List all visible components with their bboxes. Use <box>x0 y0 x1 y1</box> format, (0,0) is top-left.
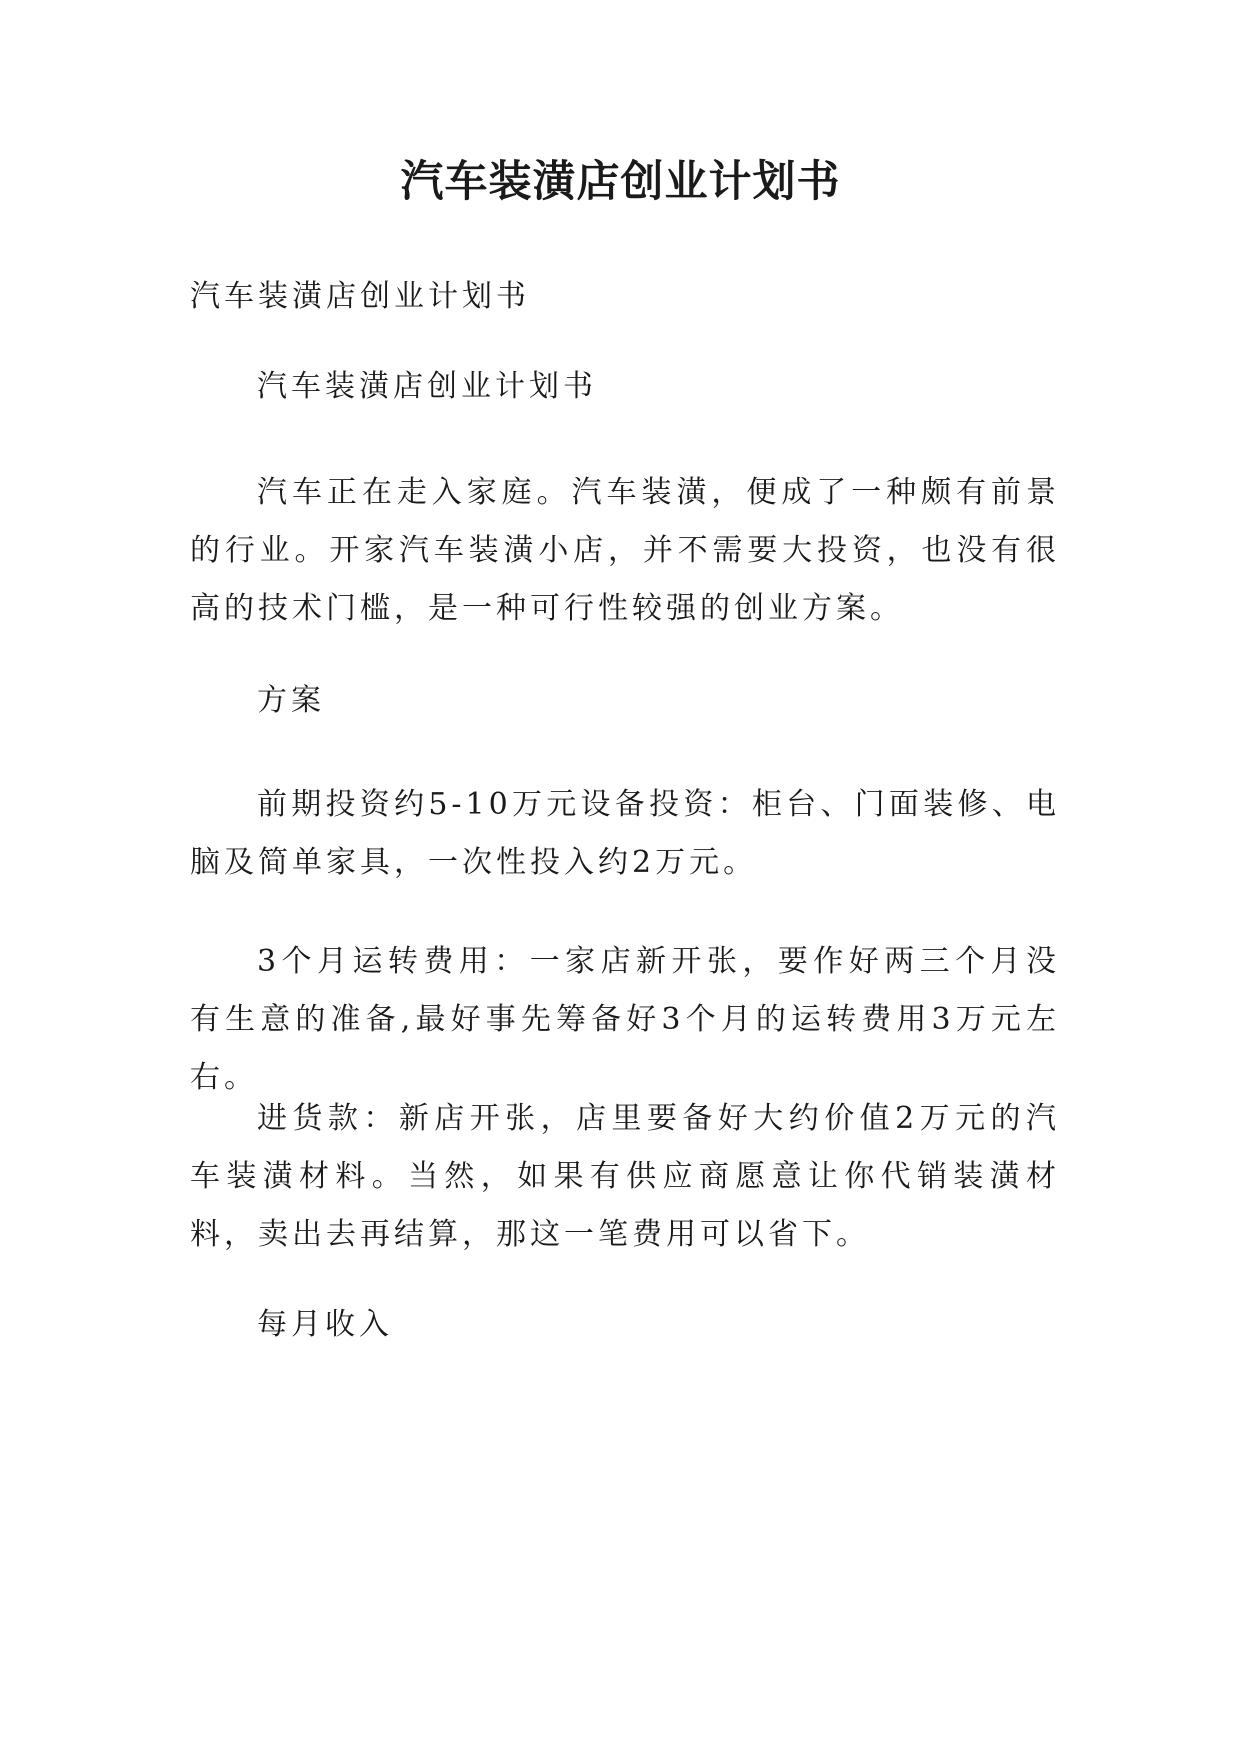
heading-paragraph: 汽车装潢店创业计划书 <box>257 369 597 404</box>
section-heading-plan: 方案 <box>257 683 325 718</box>
operating-cost-paragraph: 3个月运转费用：一家店新开张，要作好两三个月没有生意的准备,最好事先筹备好3个月的运转费用3万元左右。 <box>190 944 1060 1095</box>
stock-cost-paragraph: 进货款：新店开张，店里要备好大约价值2万元的汽车装潢材料。当然，如果有供应商愿意让你代销装潢材料，卖出去再结算，那这一笔费用可以省下。 <box>190 1101 1060 1252</box>
section-heading-monthly-income: 每月收入 <box>257 1307 393 1342</box>
intro-paragraph: 汽车正在走入家庭。汽车装潢，便成了一种颇有前景的行业。开家汽车装潢小店，并不需要大投资，也没有很高的技术门槛，是一种可行性较强的创业方案。 <box>190 475 1060 626</box>
investment-paragraph: 前期投资约5-10万元设备投资：柜台、门面装修、电脑及简单家具，一次性投入约2万元。 <box>190 787 1060 880</box>
subtitle-paragraph: 汽车装潢店创业计划书 <box>190 279 530 314</box>
document-title: 汽车装潢店创业计划书 <box>400 157 841 207</box>
